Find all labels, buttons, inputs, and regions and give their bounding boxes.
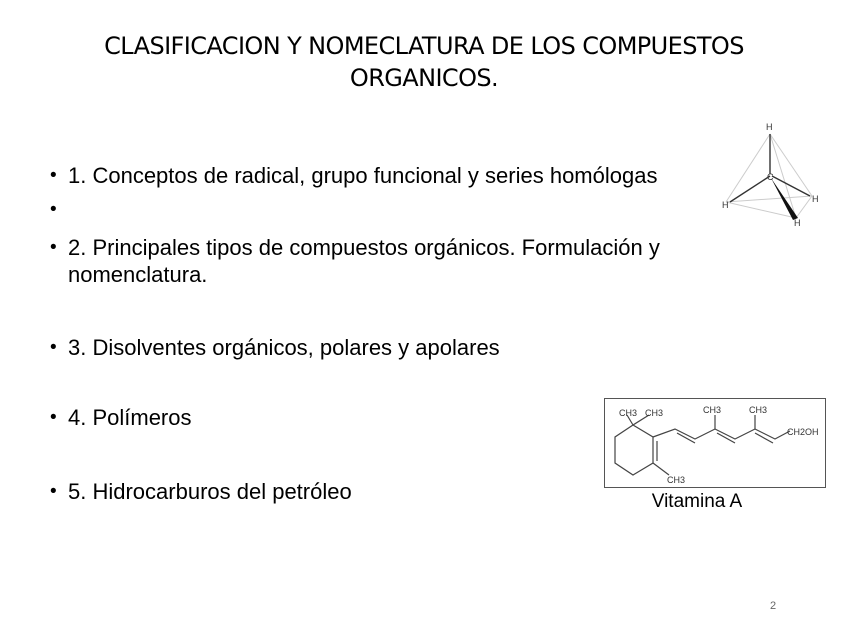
vitamin-a-label-3: CH3 bbox=[703, 405, 722, 415]
slide-title-line-1: CLASIFICACION Y NOMECLATURA DE LOS COMPUESTOS bbox=[104, 32, 744, 60]
vitamin-a-bonds bbox=[615, 415, 790, 475]
vitamin-a-label-2: CH3 bbox=[645, 408, 664, 418]
label-h-right: H bbox=[812, 194, 819, 204]
label-h-bottom: H bbox=[794, 218, 801, 228]
page-number: 2 bbox=[770, 600, 777, 612]
bullet-item-1: • 1. Conceptos de radical, grupo funcional y series homólogas bbox=[50, 162, 750, 189]
vitamin-a-structure bbox=[604, 398, 826, 488]
vitamin-a-label-5: CH2OH bbox=[787, 427, 819, 437]
vitamin-a-label-1: CH3 bbox=[619, 408, 638, 418]
vitamin-a-label-4: CH3 bbox=[749, 405, 768, 415]
label-c: C bbox=[767, 172, 774, 182]
bullet-item-2: • 2. Principales tipos de compuestos orgánicos. Formulación y nomenclatura. bbox=[50, 234, 750, 288]
slide-title bbox=[60, 30, 788, 94]
vitamin-a-diagram bbox=[605, 399, 825, 487]
vitamin-a-label-6: CH3 bbox=[667, 475, 686, 485]
vitamin-a-caption: Vitamina A bbox=[651, 491, 743, 512]
methane-bonds bbox=[730, 134, 810, 202]
slide-title-line-2: ORGANICOS. bbox=[349, 64, 499, 92]
bullet-item-5: • 5. Hidrocarburos del petróleo bbox=[50, 478, 750, 505]
bullet-item-3: • 3. Disolventes orgánicos, polares y apolares bbox=[50, 334, 750, 361]
label-h-left: H bbox=[722, 200, 729, 210]
methane-diagram bbox=[716, 118, 828, 230]
bullet-item-4: • 4. Polímeros bbox=[50, 404, 750, 431]
label-h-top: H bbox=[766, 122, 773, 132]
